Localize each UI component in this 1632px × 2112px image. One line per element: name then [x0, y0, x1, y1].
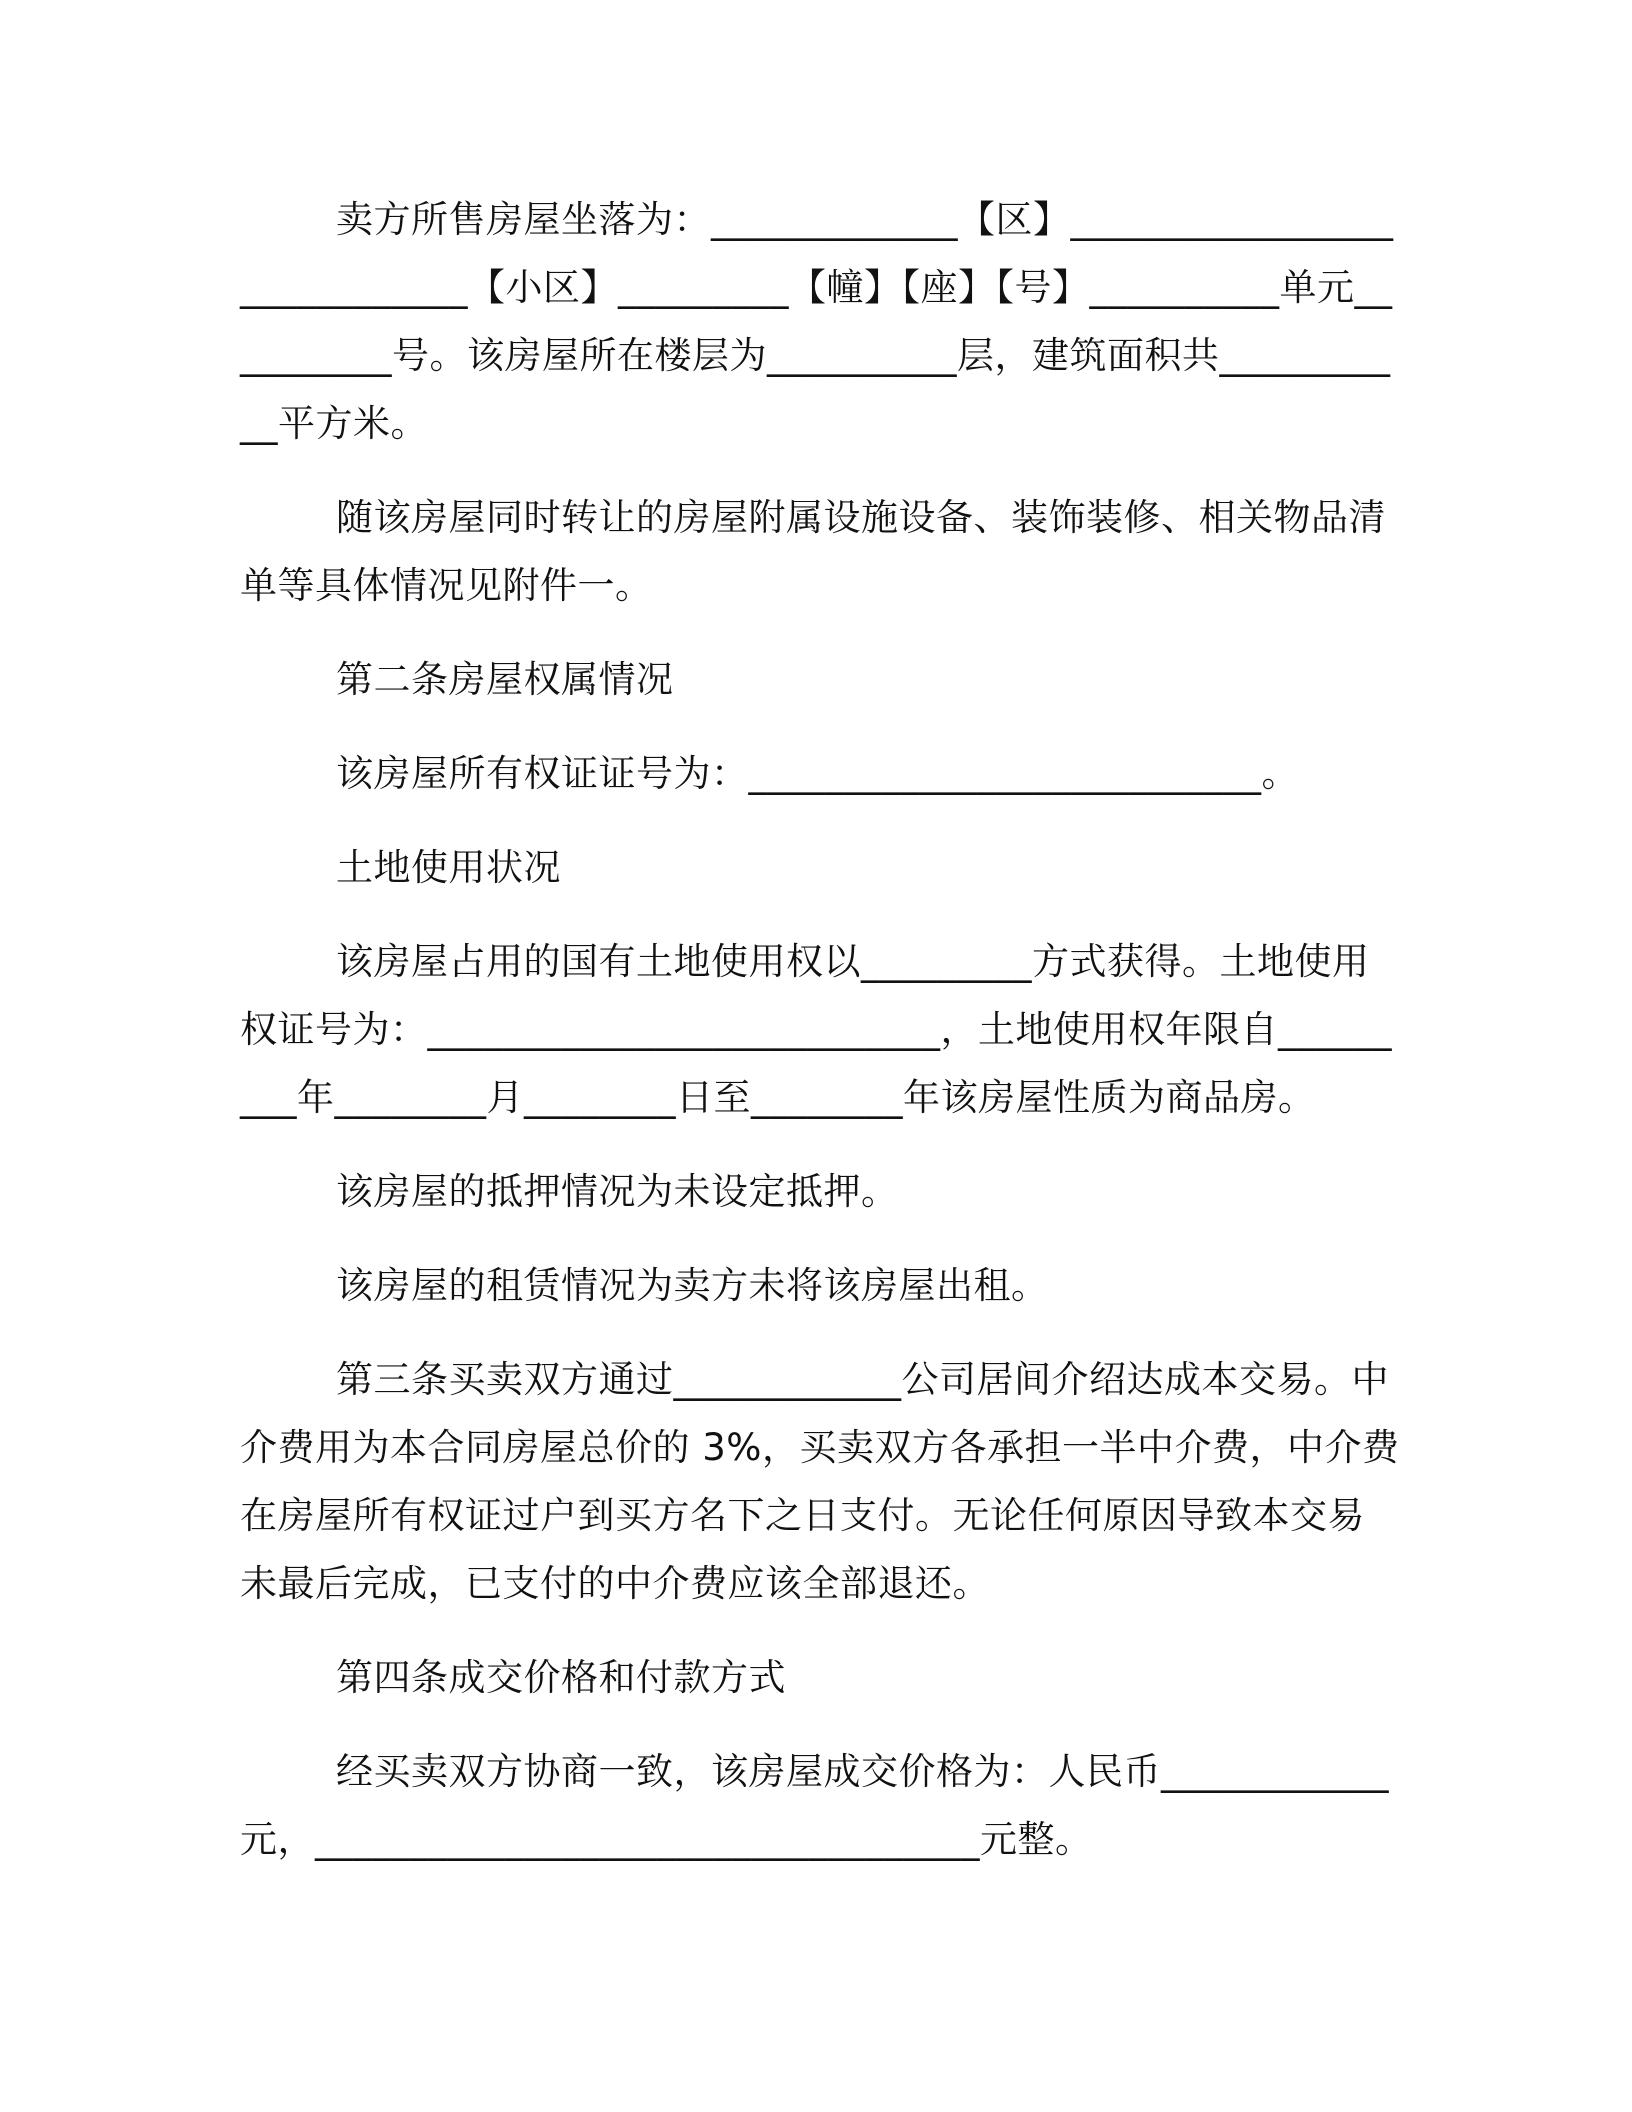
paragraph-lease-status: 该房屋的租赁情况为卖方未将该房屋出租。 [336, 1264, 1049, 1307]
paragraph-land-use-right: 该房屋占用的国有土地使用权以_________方式获得。土地使用权证号为：___________________________，土地使用权年限自_________年________月________日至________年该房屋性质为商品房。 [240, 940, 1392, 1119]
paragraph-ownership-certificate: 该房屋所有权证证号为：___________________________。 [336, 752, 1299, 795]
paragraph-attached-facilities: 随该房屋同时转让的房屋附属设施设备、装饰装修、相关物品清单等具体情况见附件一。 [240, 496, 1386, 607]
heading-article-2-ownership: 第二条房屋权属情况 [336, 658, 674, 701]
paragraph-property-location: 卖方所售房屋坐落为：_____________【区】_____________________________【小区】_________【幢】【座】【号】__________单元__________号。该房屋所在楼层为__________层，建筑面积共___________平方米。 [240, 198, 1394, 445]
heading-article-4-price-payment: 第四条成交价格和付款方式 [336, 1656, 786, 1699]
paragraph-mortgage-status: 该房屋的抵押情况为未设定抵押。 [336, 1170, 899, 1213]
heading-land-use-status: 土地使用状况 [336, 846, 561, 889]
paragraph-article-3-agency: 第三条买卖双方通过____________公司居间介绍达成本交易。中介费用为本合同房屋总价的 3%，买卖双方各承担一半中介费，中介费在房屋所有权证过户到买方名下之日支付。无论任何原因导致本交易未最后完成，已支付的中介费应该全部退还。 [240, 1358, 1400, 1605]
document-body [240, 186, 1400, 1900]
paragraph-transaction-price: 经买卖双方协商一致，该房屋成交价格为：人民币____________元，___________________________________元整。 [240, 1750, 1389, 1861]
